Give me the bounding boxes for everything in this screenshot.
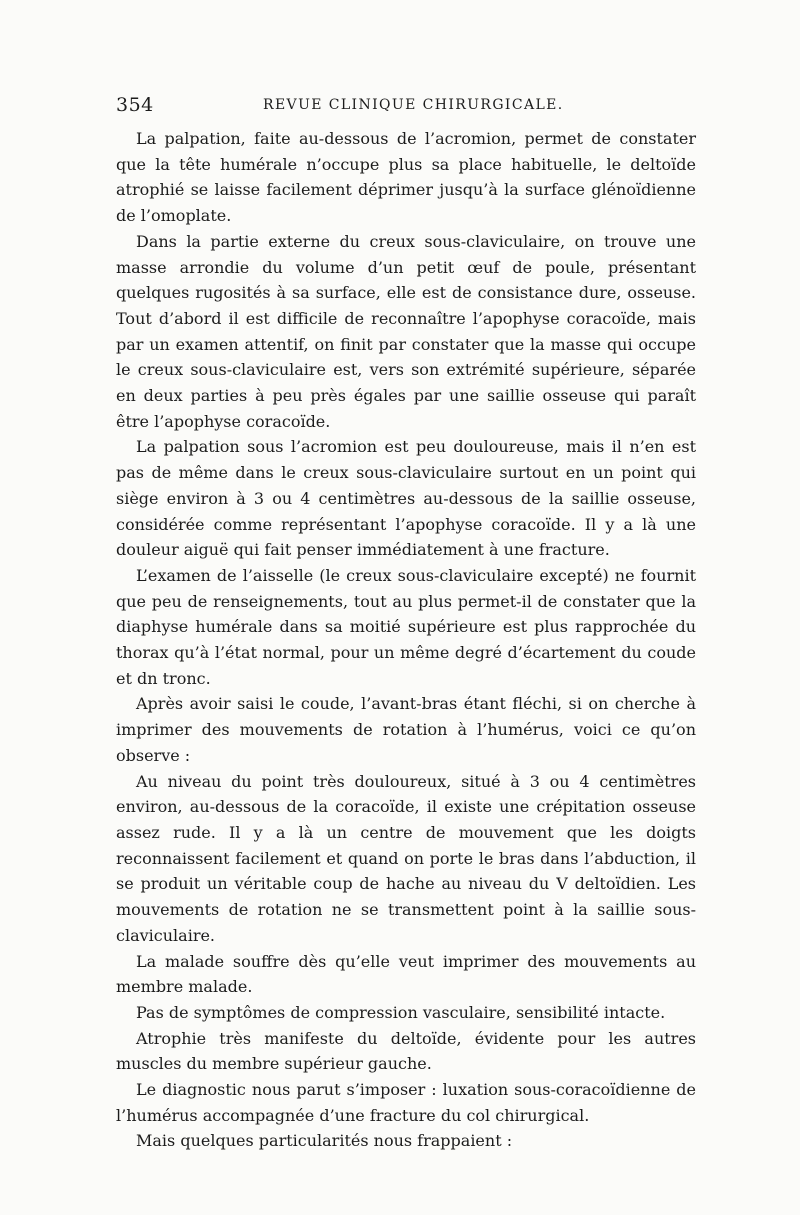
- paragraph-atrophie: Atrophie très manifeste du deltoïde, évidente pour les autres muscles du membre supérieur gauche.: [116, 1028, 696, 1074]
- paragraph-malade-souffre: La malade souffre dès qu’elle veut imprimer des mouvements au membre malade.: [116, 951, 696, 997]
- running-title: REVUE CLINIQUE CHIRURGICALE.: [263, 97, 564, 113]
- paragraph-particularites: Mais quelques particularités nous frappaient :: [136, 1131, 513, 1151]
- body-text: [116, 126, 696, 1154]
- paragraph-creux-sous-claviculaire: Dans la partie externe du creux sous-claviculaire, on trouve une masse arrondie du volume d’un petit œuf de poule, présentant quelques rugosités à sa surface, elle est de consistance dure, osseuse. Tout d’abord il est difficile de reconnaître l’apophyse coracoïde, mais par un examen attentif, on finit par constater que la masse qui occupe le creux sous-claviculaire est, vers son extrémité supérieure, séparée en deux parties à peu près égales par une saillie osseuse qui paraît être l’apophyse coracoïde.: [116, 231, 696, 431]
- paragraph-compression-vasculaire: Pas de symptômes de compression vasculaire, sensibilité intacte.: [136, 1002, 666, 1022]
- paragraph-mouvements-rotation: Après avoir saisi le coude, l’avant-bras étant fléchi, si on cherche à imprimer des mouvements de rotation à l’humérus, voici ce qu’on observe :: [116, 694, 696, 765]
- paragraph-diagnostic: Le diagnostic nous parut s’imposer : luxation sous-coracoïdienne de l’humérus accompagnée d’une fracture du col chirurgical.: [116, 1080, 696, 1125]
- page-number: 354: [116, 94, 154, 116]
- paragraph-examen-aisselle: L’examen de l’aisselle (le creux sous-claviculaire excepté) ne fournit que peu de renseignements, tout au plus permet-il de constater que la diaphyse humérale dans sa moitié supérieure est plus rapprochée du thorax qu’à l’état normal, pour un même degré d’écartement du coude et dn tronc.: [116, 565, 696, 688]
- paragraph-crepitation: Au niveau du point très douloureux, situé à 3 ou 4 centimètres environ, au-dessous de la coracoïde, il existe une crépitation osseuse assez rude. Il y a là un centre de mouvement que les doigts reconnaissent facilement et quand on porte le bras dans l’abduction, il se produit un véritable coup de hache au niveau du V deltoïdien. Les mouvements de rotation ne se transmettent point à la saillie sous-claviculaire.: [116, 771, 696, 945]
- paragraph-palpation-douleur: La palpation sous l’acromion est peu douloureuse, mais il n’en est pas de même dans le creux sous-claviculaire surtout en un point qui siège environ à 3 ou 4 centimètres au-dessous de la saillie osseuse, considérée comme représentant l’apophyse coracoïde. Il y a là une douleur aiguë qui fait penser immédiatement à une fracture.: [116, 437, 696, 560]
- paragraph-palpation-acromion: La palpation, faite au-dessous de l’acromion, permet de constater que la tête humérale n’occupe plus sa place habituelle, le deltoïde atrophié se laisse facilement déprimer jusqu’à la surface glénoïdienne de l’omoplate.: [116, 129, 696, 226]
- page-header: [116, 94, 700, 120]
